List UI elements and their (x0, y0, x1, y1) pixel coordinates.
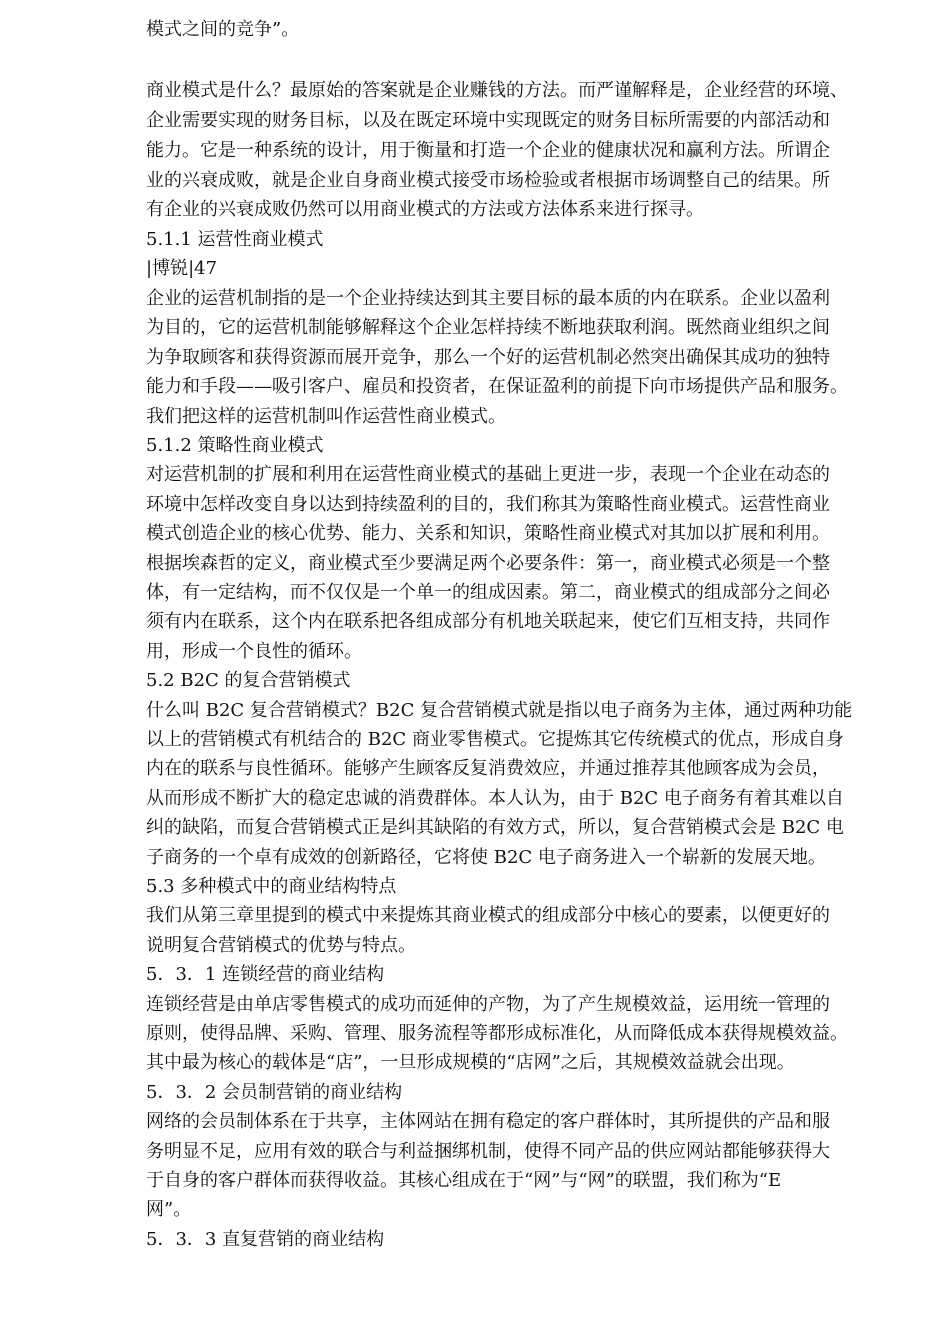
section-heading: 5．3．1 连锁经营的商业结构 (146, 964, 385, 985)
text-line: 于自身的客户群体而获得收益。其核心组成在于“网”与“网”的联盟，我们称为“E (146, 1170, 782, 1191)
section-heading: 5．3．3 直复营销的商业结构 (146, 1229, 385, 1250)
text-line: 须有内在联系，这个内在联系把各组成部分有机地关联起来，使它们互相支持，共同作 (146, 611, 830, 632)
section-heading: 5.1.1 运营性商业模式 (146, 229, 324, 250)
text-line: 为争取顾客和获得资源而展开竞争，那么一个好的运营机制必然突出确保其成功的独特 (146, 347, 830, 368)
text-line: 有企业的兴衰成败仍然可以用商业模式的方法或方法体系来进行探寻。 (146, 199, 704, 220)
text-line: 模式之间的竞争”。 (146, 19, 300, 40)
text-line: 用，形成一个良性的循环。 (146, 641, 362, 662)
section-heading: 5.2 B2C 的复合营销模式 (146, 670, 351, 691)
text-line: 网”。 (146, 1199, 192, 1220)
text-line: 子商务的一个卓有成效的创新路径，它将使 B2C 电子商务进入一个崭新的发展天地。 (146, 847, 826, 868)
text-line: 根据埃森哲的定义，商业模式至少要满足两个必要条件：第一，商业模式必须是一个整 (146, 553, 830, 574)
text-line: 企业需要实现的财务目标，以及在既定环境中实现既定的财务目标所需要的内部活动和 (146, 110, 830, 131)
text-line: 我们把这样的运营机制叫作运营性商业模式。 (146, 406, 506, 427)
text-line: 原则，使得品牌、采购、管理、服务流程等都形成标准化，从而降低成本获得规模效益。 (146, 1023, 848, 1044)
text-line: 能力。它是一种系统的设计，用于衡量和打造一个企业的健康状况和赢利方法。所谓企 (146, 140, 830, 161)
text-line: 以上的营销模式有机结合的 B2C 商业零售模式。它提炼其它传统模式的优点，形成自身 (146, 729, 844, 750)
text-line: 其中最为核心的载体是“店”，一旦形成规模的“店网”之后，其规模效益就会出现。 (146, 1052, 795, 1073)
text-line: 商业模式是什么？最原始的答案就是企业赚钱的方法。而严谨解释是，企业经营的环境、 (146, 80, 848, 101)
text-line: 务明显不足，应用有效的联合与利益捆绑机制，使得不同产品的供应网站都能够获得大 (146, 1141, 830, 1162)
text-line: 环境中怎样改变自身以达到持续盈利的目的，我们称其为策略性商业模式。运营性商业 (146, 494, 830, 515)
text-line: 纠的缺陷，而复合营销模式正是纠其缺陷的有效方式，所以，复合营销模式会是 B2C 电 (146, 817, 844, 838)
text-line: 网络的会员制体系在于共享，主体网站在拥有稳定的客户群体时，其所提供的产品和服 (146, 1111, 830, 1132)
text-line: 连锁经营是由单店零售模式的成功而延伸的产物，为了产生规模效益，运用统一管理的 (146, 994, 830, 1015)
text-line: 我们从第三章里提到的模式中来提炼其商业模式的组成部分中核心的要素，以便更好的 (146, 905, 830, 926)
source-note: |博锐|47 (146, 258, 218, 279)
text-line: 企业的运营机制指的是一个企业持续达到其主要目标的最本质的内在联系。企业以盈利 (146, 288, 830, 309)
text-line: 内在的联系与良性循环。能够产生顾客反复消费效应，并通过推荐其他顾客成为会员， (146, 758, 830, 779)
text-line: 能力和手段——吸引客户、雇员和投资者，在保证盈利的前提下向市场提供产品和服务。 (146, 376, 848, 397)
text-line: 从而形成不断扩大的稳定忠诚的消费群体。本人认为，由于 B2C 电子商务有着其难以自 (146, 788, 844, 809)
section-heading: 5．3．2 会员制营销的商业结构 (146, 1082, 403, 1103)
text-line: 什么叫 B2C 复合营销模式？B2C 复合营销模式就是指以电子商务为主体，通过两种功能 (146, 700, 853, 721)
section-heading: 5.3 多种模式中的商业结构特点 (146, 876, 397, 897)
text-line: 体，有一定结构，而不仅仅是一个单一的组成因素。第二，商业模式的组成部分之间必 (146, 582, 830, 603)
text-line: 说明复合营销模式的优势与特点。 (146, 935, 416, 956)
text-line: 模式创造企业的核心优势、能力、关系和知识，策略性商业模式对其加以扩展和利用。 (146, 523, 830, 544)
section-heading: 5.1.2 策略性商业模式 (146, 435, 324, 456)
text-line: 对运营机制的扩展和利用在运营性商业模式的基础上更进一步，表现一个企业在动态的 (146, 464, 830, 485)
text-line: 业的兴衰成败，就是企业自身商业模式接受市场检验或者根据市场调整自己的结果。所 (146, 170, 830, 191)
text-line: 为目的，它的运营机制能够解释这个企业怎样持续不断地获取利润。既然商业组织之间 (146, 317, 830, 338)
